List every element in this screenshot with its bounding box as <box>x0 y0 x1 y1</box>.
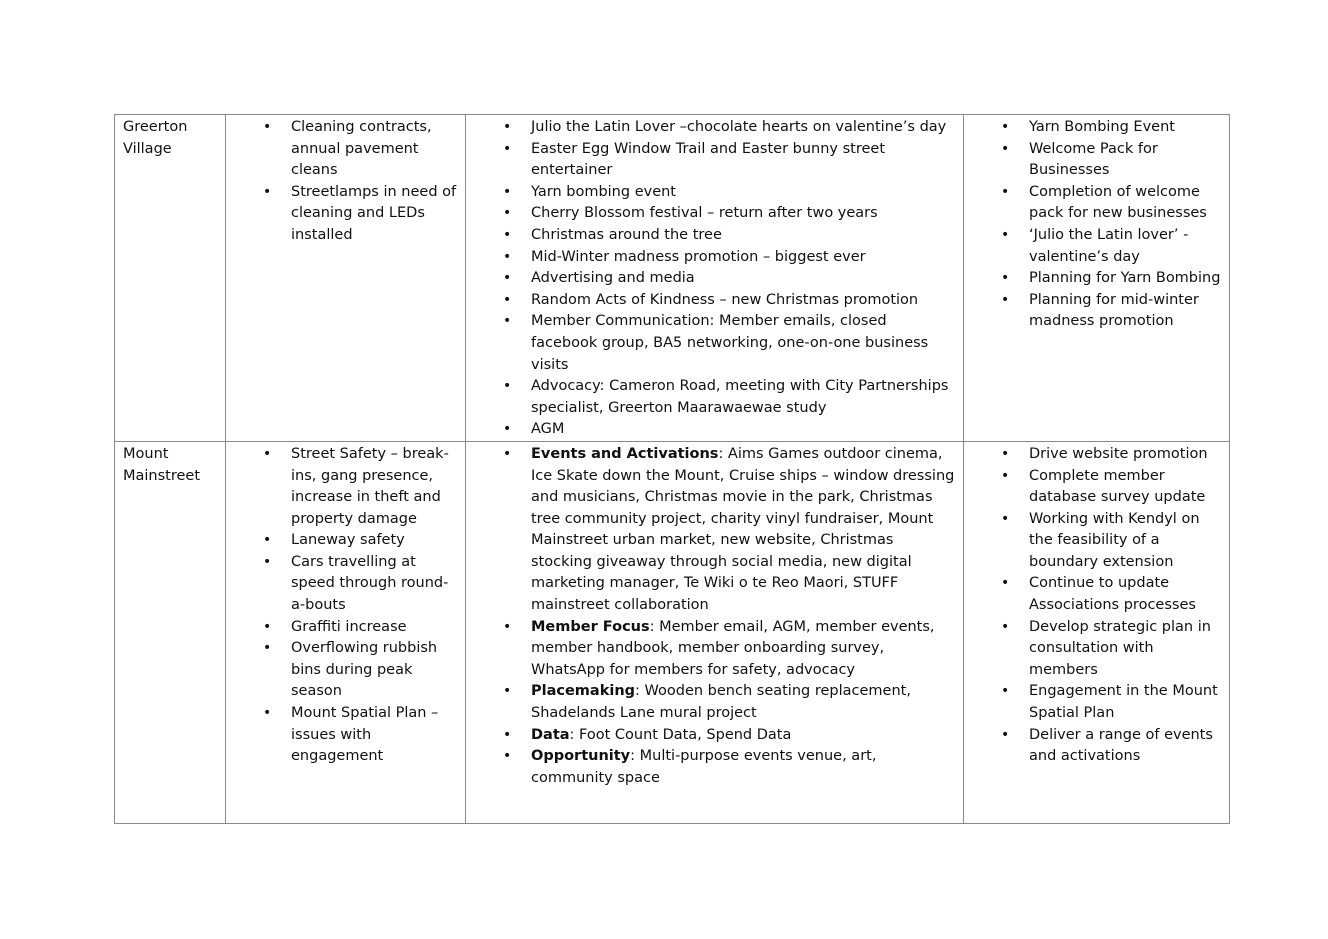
item-text: Member Communication: Member emails, closed facebook group, BA5 networking, one-on-one business visits <box>531 313 929 373</box>
activity-item <box>474 444 957 617</box>
issues-list <box>234 117 459 247</box>
issue-item: • Cars travelling at speed through round-a-bouts <box>234 552 459 617</box>
activity-item <box>474 617 957 682</box>
item-text: AGM <box>531 421 565 438</box>
activity-item <box>474 681 957 724</box>
item-text: Yarn bombing event <box>531 183 676 200</box>
activity-item <box>474 725 957 747</box>
activity-item <box>474 139 957 182</box>
item-text: Christmas around the tree <box>531 226 722 243</box>
item-text: : Aims Games outdoor cinema, Ice Skate down the Mount, Cruise ships – window dressing and musicians, Christmas movie in the park, Christmas tree community project, charity vinyl fundraiser, Mount Mainstreet urban market, new website, Christmas stocking giveaway through social media, new digital marketing manager, Te Wiki o te Reo Maori, STUFF mainstreet collaboration <box>531 445 955 614</box>
activity-item <box>474 746 957 789</box>
issue-item: • Graffiti increase <box>234 617 459 639</box>
activities-cell <box>466 115 964 442</box>
item-heading: Opportunity <box>531 748 631 765</box>
next-step-item: • Working with Kendyl on the feasibility of a boundary extension <box>972 509 1223 574</box>
activities-list <box>474 117 957 441</box>
issue-item: • Laneway safety <box>234 530 459 552</box>
organisation-name: Mount Mainstreet <box>123 445 201 484</box>
next-step-item: • Continue to update Associations processes <box>972 573 1223 616</box>
item-text: Advertising and media <box>531 270 695 287</box>
organisation-name: Greerton Village <box>123 119 188 157</box>
activities-list <box>474 444 957 790</box>
next-step-item: • Engagement in the Mount Spatial Plan <box>972 681 1223 724</box>
next-list <box>972 117 1223 333</box>
next-list <box>972 444 1223 768</box>
next-step-item: • Complete member database survey update <box>972 466 1223 509</box>
activity-item <box>474 268 957 290</box>
item-text: : Wooden bench seating replacement, Shadelands Lane mural project <box>531 683 911 722</box>
activity-item <box>474 203 957 225</box>
activity-item <box>474 311 957 376</box>
item-text: Random Acts of Kindness – new Christmas promotion <box>531 291 919 308</box>
item-text: Advocacy: Cameron Road, meeting with City Partnerships specialist, Greerton Maarawaewae study <box>531 378 949 416</box>
next-step-item: • Develop strategic plan in consultation with members <box>972 617 1223 682</box>
activity-item <box>474 117 957 139</box>
next-step-item: • ‘Julio the Latin lover’ - valentine’s day <box>972 225 1223 268</box>
organisation-name-cell <box>115 115 226 442</box>
table-row <box>115 115 1230 442</box>
next-step-item: • Planning for Yarn Bombing <box>972 268 1223 290</box>
activity-item <box>474 225 957 247</box>
item-text: Julio the Latin Lover –chocolate hearts on valentine’s day <box>531 119 947 135</box>
activities-cell <box>466 441 964 823</box>
item-heading: Member Focus <box>531 618 650 635</box>
next-step-item: • Drive website promotion <box>972 444 1223 466</box>
issue-item: • Overflowing rubbish bins during peak season <box>234 638 459 703</box>
item-heading: Placemaking <box>531 683 636 700</box>
issue-item: • Street Safety – break-ins, gang presence, increase in theft and property damage <box>234 444 459 530</box>
item-heading: Events and Activations <box>531 445 719 462</box>
activity-item <box>474 290 957 312</box>
issue-item: • Streetlamps in need of cleaning and LEDs installed <box>234 182 459 247</box>
activity-item <box>474 182 957 204</box>
activity-item <box>474 247 957 269</box>
item-text: : Member email, AGM, member events, member handbook, member onboarding survey, WhatsApp for members for safety, advocacy <box>531 618 935 678</box>
next-step-item: • Welcome Pack for Businesses <box>972 139 1223 182</box>
issues-cell <box>226 441 466 823</box>
activity-item <box>474 376 957 419</box>
report-table <box>114 114 1230 824</box>
issue-item: • Cleaning contracts, annual pavement cleans <box>234 117 459 182</box>
next-cell <box>964 441 1230 823</box>
item-heading: Data <box>531 726 570 743</box>
next-step-item: • Completion of welcome pack for new businesses <box>972 182 1223 225</box>
issues-list <box>234 444 459 768</box>
activity-item <box>474 419 957 441</box>
next-step-item: • Yarn Bombing Event <box>972 117 1223 139</box>
item-text: Easter Egg Window Trail and Easter bunny street entertainer <box>531 140 886 179</box>
next-step-item: • Deliver a range of events and activations <box>972 725 1223 768</box>
table-row <box>115 441 1230 823</box>
next-step-item: • Planning for mid-winter madness promotion <box>972 290 1223 333</box>
item-text: Mid-Winter madness promotion – biggest ever <box>531 248 866 265</box>
item-text: Cherry Blossom festival – return after two years <box>531 205 878 222</box>
organisation-name-cell <box>115 441 226 823</box>
next-cell <box>964 115 1230 442</box>
item-text: : Multi-purpose events venue, art, community space <box>531 748 877 786</box>
issue-item: • Mount Spatial Plan – issues with engagement <box>234 703 459 768</box>
issues-cell <box>226 115 466 442</box>
item-text: : Foot Count Data, Spend Data <box>569 726 792 743</box>
